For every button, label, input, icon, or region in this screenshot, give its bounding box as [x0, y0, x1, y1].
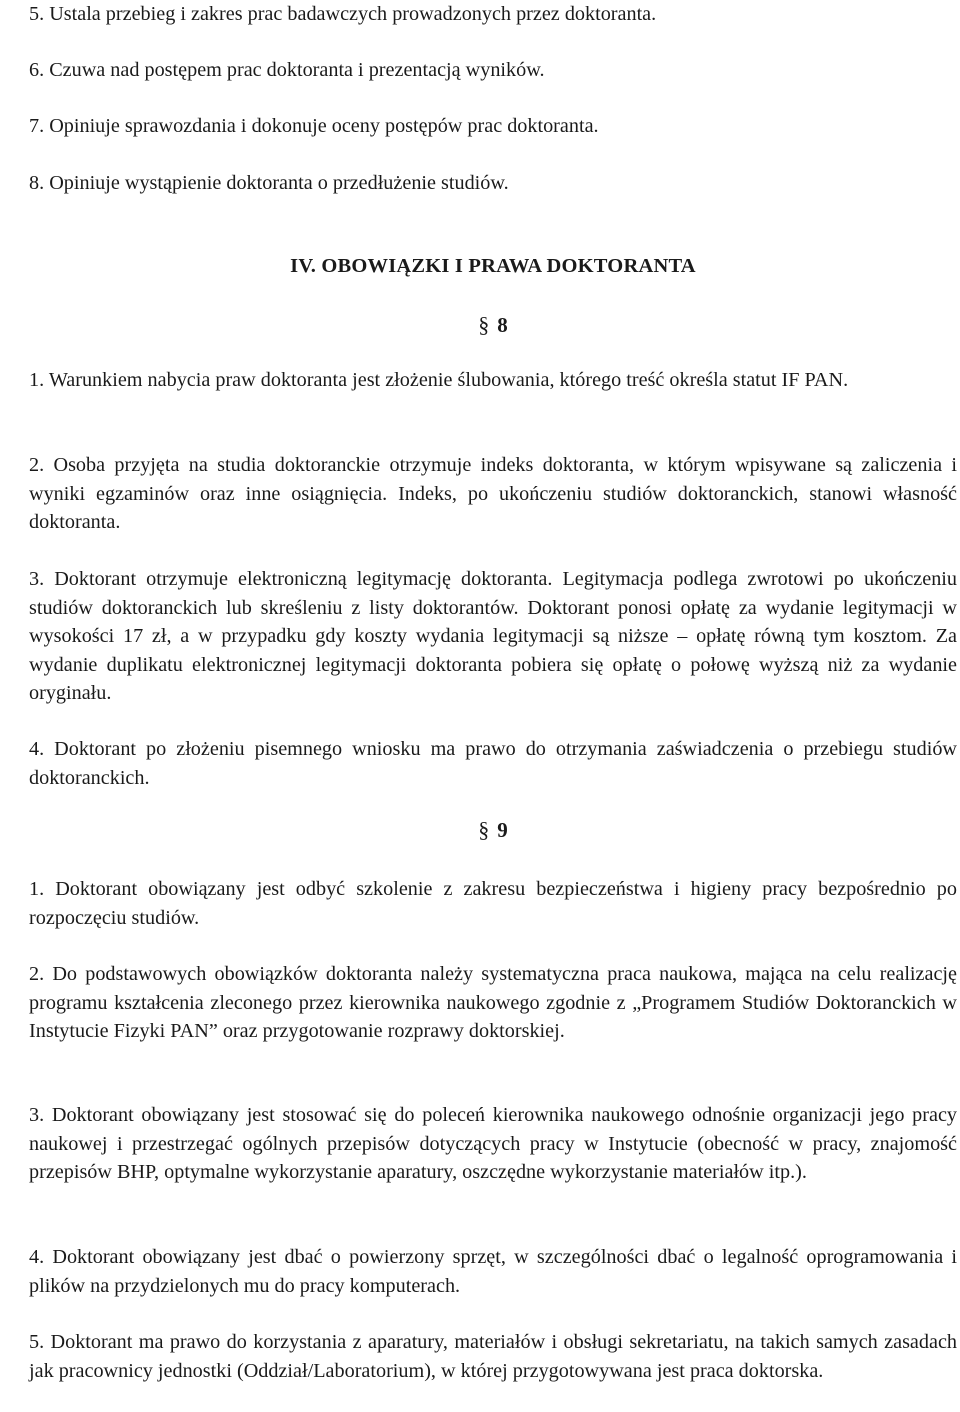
paragraph: 1. Doktorant obowiązany jest odbyć szkolenie z zakresu bezpieczeństwa i higieny pracy bezpośrednio po rozpoczęciu studiów.: [29, 878, 957, 929]
paragraph: 1. Warunkiem nabycia praw doktoranta jest złożenie ślubowania, którego treść określa statut IF PAN.: [29, 369, 849, 391]
paragraph: 2. Do podstawowych obowiązków doktoranta należy systematyczna praca naukowa, mająca na celu realizację programu kształcenia zleconego przez kierownika naukowego zgodnie z „Programem Studiów Doktoranckich w Instytucie Fizyki PAN” oraz przygotowanie rozprawy doktorskiej.: [29, 963, 957, 1042]
list-item: 6. Czuwa nad postępem prac doktoranta i prezentacją wyników.: [29, 59, 545, 81]
section-heading: [29, 312, 957, 338]
paragraph: 2. Osoba przyjęta na studia doktoranckie otrzymuje indeks doktoranta, w którym wpisywane są zaliczenia i wyniki egzaminów oraz inne osiągnięcia. Indeks, po ukończeniu studiów doktoranckich, stanowi własność doktoranta.: [29, 454, 957, 533]
list-item: 5. Ustala przebieg i zakres prac badawczych prowadzonych przez doktoranta.: [29, 3, 657, 25]
paragraph: 4. Doktorant obowiązany jest dbać o powierzony sprzęt, w szczególności dbać o legalność oprogramowania i plików na przydzielonych mu do pracy komputerach.: [29, 1246, 957, 1297]
section-number: 9: [497, 818, 508, 842]
section-sign: §: [478, 817, 490, 842]
paragraph: 5. Doktorant ma prawo do korzystania z aparatury, materiałów i obsługi sekretariatu, na takich samych zasadach jak pracownicy jednostki (Oddział/Laboratorium), w której przygotowywana jest praca doktorska.: [29, 1331, 957, 1382]
paragraph: 3. Doktorant obowiązany jest stosować się do poleceń kierownika naukowego odnośnie organizacji jego pracy naukowej i przestrzegać ogólnych przepisów dotyczących pracy w Instytucie (obecność w pracy, znajomość przepisów BHP, optymalne wykorzystanie aparatury, oszczędne wykorzystanie materiałów itp.).: [29, 1104, 957, 1183]
list-item: 8. Opiniuje wystąpienie doktoranta o przedłużenie studiów.: [29, 172, 509, 194]
paragraph: 3. Doktorant otrzymuje elektroniczną legitymację doktoranta. Legitymacja podlega zwrotowi po ukończeniu studiów doktoranckich lub skreśleniu z listy doktorantów. Doktorant ponosi opłatę za wydanie legitymacji w wysokości 17 zł, a w przypadku gdy koszty wydania legitymacji są niższe – opłatę równą tym kosztom. Za wydanie duplikatu elektronicznej legitymacji doktoranta pobiera się opłatę o połowę wyższą niż za wydanie oryginału.: [29, 568, 957, 704]
list-item: 7. Opiniuje sprawozdania i dokonuje oceny postępów prac doktoranta.: [29, 115, 599, 137]
section-sign: §: [478, 312, 490, 337]
section-number: 8: [497, 313, 508, 337]
chapter-heading: IV. OBOWIĄZKI I PRAWA DOKTORANTA: [290, 255, 696, 277]
section-heading: [29, 817, 957, 843]
paragraph: 4. Doktorant po złożeniu pisemnego wniosku ma prawo do otrzymania zaświadczenia o przebiegu studiów doktoranckich.: [29, 738, 957, 789]
